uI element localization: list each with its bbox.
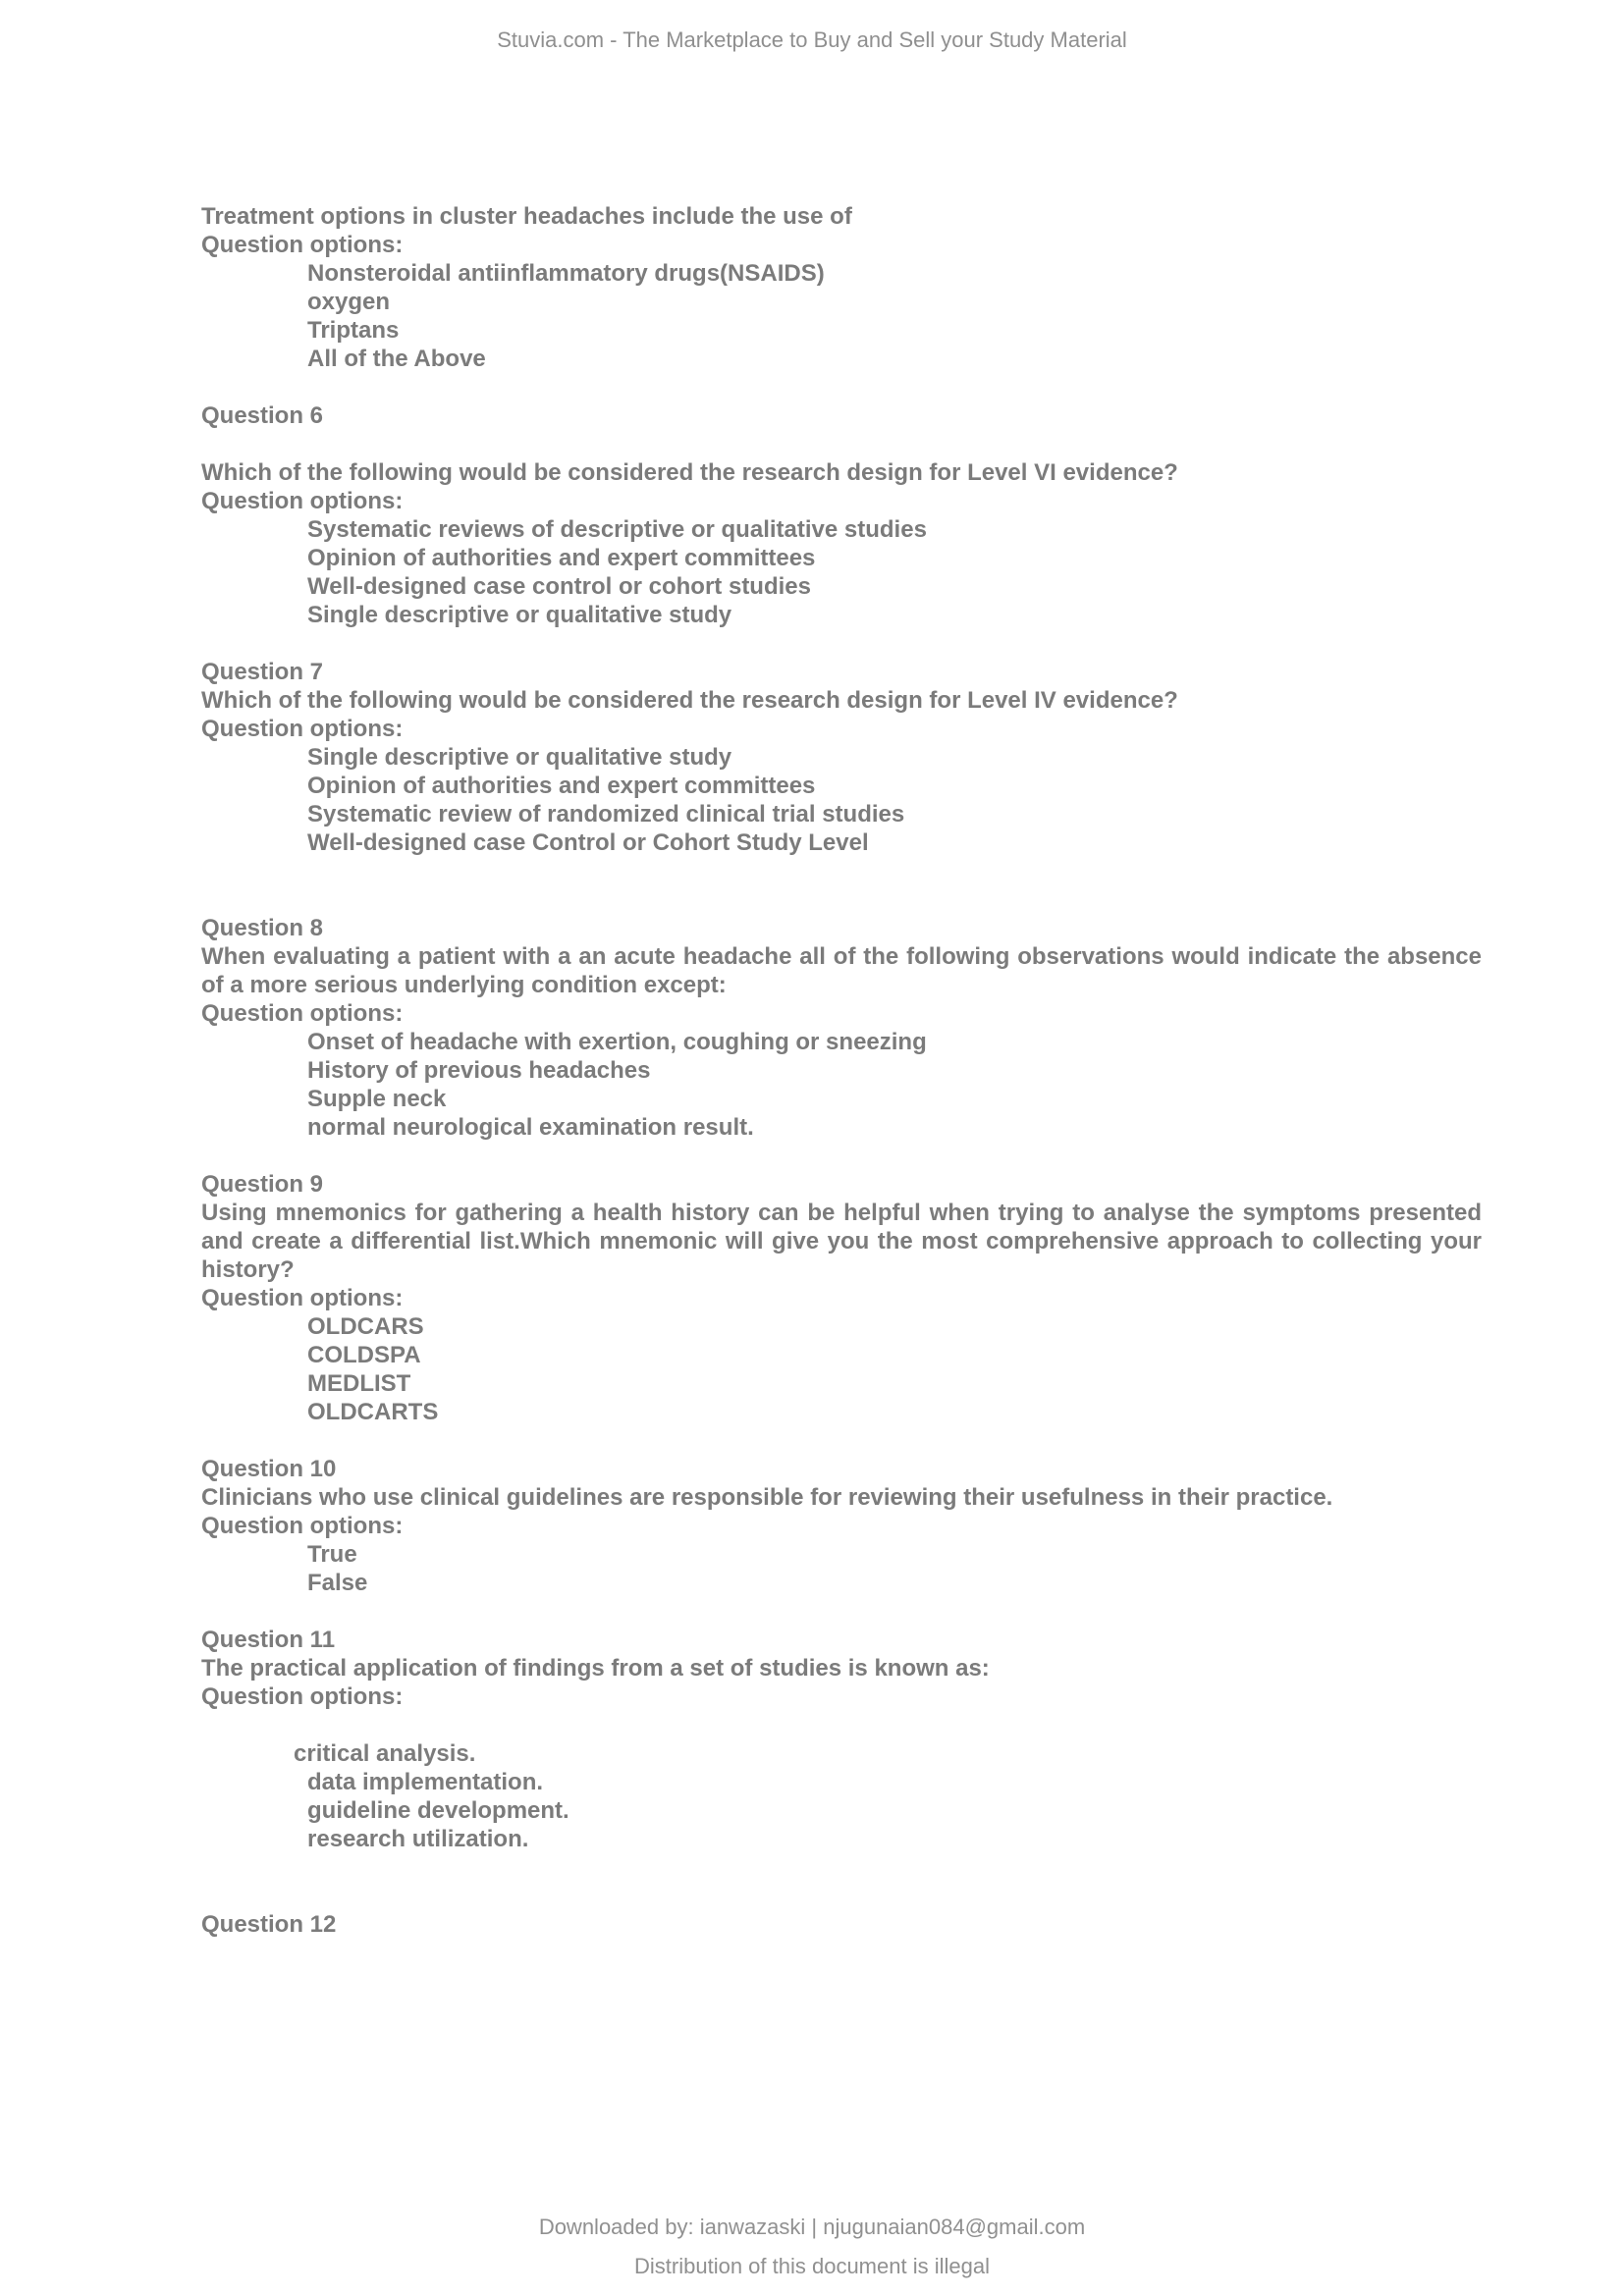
- question-heading: Question 7: [201, 659, 324, 685]
- options-list: [201, 1540, 1482, 1597]
- option-item: Single descriptive or qualitative study: [307, 744, 732, 771]
- question-text: Using mnemonics for gathering a health history can be helpful when trying to analyse the symptoms presented and create a differential list.Which mnemonic will give you the most comprehensive approach to collecting your history?: [201, 1200, 1482, 1283]
- question-block: [201, 1910, 1482, 1939]
- options-list: [201, 1739, 1482, 1853]
- question-heading: Question 8: [201, 915, 324, 941]
- option-item: Well-designed case control or cohort studies: [307, 573, 811, 600]
- question-block: [201, 1626, 1482, 1853]
- option-item: Opinion of authorities and expert committees: [307, 773, 816, 799]
- option-item: Systematic reviews of descriptive or qualitative studies: [307, 516, 927, 543]
- options-list: [201, 259, 1482, 373]
- question-text: Treatment options in cluster headaches include the use of: [201, 203, 852, 230]
- question-options-label: Question options:: [201, 1513, 404, 1539]
- option-item: critical analysis.: [294, 1740, 476, 1767]
- question-options-label: Question options:: [201, 1285, 404, 1311]
- options-list: [201, 743, 1482, 857]
- option-item: OLDCARTS: [307, 1399, 439, 1425]
- question-text: Clinicians who use clinical guidelines are responsible for reviewing their usefulness in their practice.: [201, 1484, 1333, 1511]
- question-options-label: Question options:: [201, 488, 404, 514]
- questions-container: [0, 202, 1624, 1939]
- option-item: Systematic review of randomized clinical trial studies: [307, 801, 905, 828]
- option-item: Well-designed case Control or Cohort Study Level: [307, 829, 869, 856]
- option-item: All of the Above: [307, 346, 486, 372]
- question-options-label: Question options:: [201, 1000, 404, 1027]
- option-item: normal neurological examination result.: [307, 1114, 754, 1141]
- option-item: Triptans: [307, 317, 400, 344]
- question-options-label: Question options:: [201, 232, 404, 258]
- option-item: OLDCARS: [307, 1313, 424, 1340]
- option-item: Nonsteroidal antiinflammatory drugs(NSAIDS): [307, 260, 825, 287]
- option-item: data implementation.: [307, 1769, 544, 1795]
- question-block: [201, 202, 1482, 373]
- footer-warning-line: Distribution of this document is illegal: [634, 2254, 990, 2278]
- options-list: [201, 515, 1482, 629]
- question-heading: Question 11: [201, 1627, 336, 1653]
- question-block: [201, 1170, 1482, 1426]
- options-list: [201, 1028, 1482, 1142]
- page-footer: [0, 2208, 1624, 2286]
- page-header: Stuvia.com - The Marketplace to Buy and Sell your Study Material: [497, 27, 1127, 52]
- option-item: Onset of headache with exertion, coughing or sneezing: [307, 1029, 927, 1055]
- question-block: [201, 1455, 1482, 1597]
- option-item: COLDSPA: [307, 1342, 421, 1368]
- options-list: [201, 1312, 1482, 1426]
- option-item: Supple neck: [307, 1086, 447, 1112]
- option-item: False: [307, 1570, 368, 1596]
- question-heading: Question 12: [201, 1911, 337, 1938]
- question-options-label: Question options:: [201, 716, 404, 742]
- question-heading: Question 10: [201, 1456, 337, 1482]
- question-text: The practical application of findings from a set of studies is known as:: [201, 1655, 990, 1682]
- question-block: [201, 658, 1482, 857]
- question-heading: Question 9: [201, 1171, 324, 1198]
- question-text: Which of the following would be considered the research design for Level VI evidence?: [201, 459, 1178, 486]
- option-item: True: [307, 1541, 357, 1568]
- option-item: History of previous headaches: [307, 1057, 651, 1084]
- question-block: [201, 401, 1482, 629]
- option-item: MEDLIST: [307, 1370, 411, 1397]
- question-options-label: Question options:: [201, 1683, 404, 1710]
- question-text: When evaluating a patient with a an acute headache all of the following observations would indicate the absence of a more serious underlying condition except:: [201, 943, 1482, 998]
- question-block: [201, 914, 1482, 1142]
- option-item: research utilization.: [307, 1826, 529, 1852]
- question-text: Which of the following would be considered the research design for Level IV evidence?: [201, 687, 1178, 714]
- option-item: oxygen: [307, 289, 391, 315]
- option-item: Opinion of authorities and expert committees: [307, 545, 816, 571]
- question-heading: Question 6: [201, 402, 324, 429]
- option-item: Single descriptive or qualitative study: [307, 602, 732, 628]
- footer-downloaded-line: Downloaded by: ianwazaski | njugunaian084@gmail.com: [538, 2215, 1086, 2239]
- option-item: guideline development.: [307, 1797, 569, 1824]
